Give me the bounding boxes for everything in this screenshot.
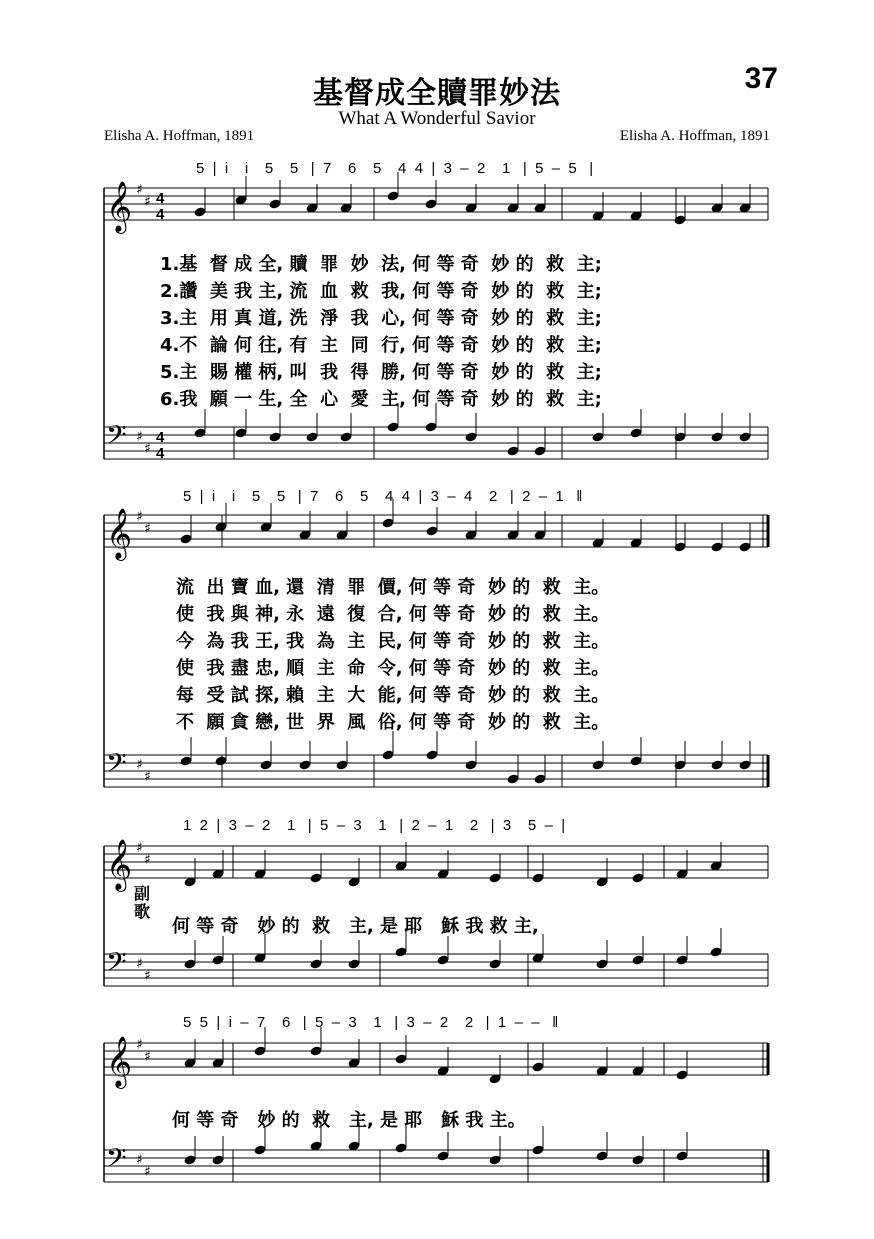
sharp-icon: ♯ bbox=[136, 509, 143, 525]
sharp-icon: ♯ bbox=[136, 757, 143, 773]
sharp-icon: ♯ bbox=[144, 194, 151, 210]
jianpu-line-1: 5 | i i 5 5 | 7 6 5 4 4 | 3 – 2 1 | 5 – 5 | bbox=[196, 160, 594, 177]
sharp-icon: ♯ bbox=[144, 441, 151, 457]
verse-1-line-2: 流 出 寶 血, 還 清 罪 價, 何 等 奇 妙 的 救 主。 bbox=[176, 577, 610, 598]
hymn-number: 37 bbox=[744, 62, 778, 95]
sharp-icon: ♯ bbox=[136, 182, 143, 198]
verse-2-line-1: 2.讚 美 我 主, 流 血 救 我, 何 等 奇 妙 的 救 主; bbox=[160, 281, 602, 302]
sharp-icon: ♯ bbox=[144, 521, 151, 537]
time-signature-icon: 4 bbox=[156, 190, 165, 207]
treble-clef-icon: 𝄞 bbox=[106, 1036, 133, 1087]
verse-5-line-1: 5.主 賜 權 柄, 叫 我 得 勝, 何 等 奇 妙 的 救 主; bbox=[160, 362, 602, 383]
verse-1-line-1: 1.基 督 成 全, 贖 罪 妙 法, 何 等 奇 妙 的 救 主; bbox=[160, 254, 602, 275]
bass-clef-icon: 𝄢 bbox=[106, 747, 127, 785]
treble-clef-icon: 𝄞 bbox=[106, 839, 133, 890]
bass-clef-icon: 𝄢 bbox=[106, 1142, 127, 1180]
bass-clef-icon: 𝄢 bbox=[106, 419, 127, 457]
treble-clef-icon: 𝄞 bbox=[106, 508, 133, 559]
sharp-icon: ♯ bbox=[144, 968, 151, 984]
refrain-lyric-line-2: 何 等 奇 妙 的 救 主, 是 耶 穌 我 主。 bbox=[172, 1110, 526, 1131]
verse-4-line-1: 4.不 論 何 往, 有 主 同 行, 何 等 奇 妙 的 救 主; bbox=[160, 335, 602, 356]
refrain-label: 副歌 bbox=[134, 884, 151, 921]
treble-clef-icon: 𝄞 bbox=[106, 181, 133, 232]
verse-4-line-2: 使 我 盡 忠, 順 主 命 令, 何 等 奇 妙 的 救 主。 bbox=[176, 658, 610, 679]
sharp-icon: ♯ bbox=[136, 1037, 143, 1053]
jianpu-line-2: 5 | i i 5 5 | 7 6 5 4 4 | 3 – 4 2 | 2 – 1 ‖ bbox=[183, 488, 583, 505]
verse-3-line-2: 今 為 我 王, 我 為 主 民, 何 等 奇 妙 的 救 主。 bbox=[176, 631, 610, 652]
music-credit: Elisha A. Hoffman, 1891 bbox=[619, 128, 770, 144]
words-credit: Elisha A. Hoffman, 1891 bbox=[104, 128, 255, 144]
sharp-icon: ♯ bbox=[136, 840, 143, 856]
verse-5-line-2: 每 受 試 探, 賴 主 大 能, 何 等 奇 妙 的 救 主。 bbox=[176, 685, 610, 706]
sharp-icon: ♯ bbox=[136, 956, 143, 972]
hymn-title-chinese: 基督成全贖罪妙法 bbox=[313, 76, 561, 111]
verse-3-line-1: 3.主 用 真 道, 洗 淨 我 心, 何 等 奇 妙 的 救 主; bbox=[160, 308, 602, 329]
sharp-icon: ♯ bbox=[144, 1049, 151, 1065]
refrain-lyric-line-1: 何 等 奇 妙 的 救 主, 是 耶 穌 我 救 主, bbox=[172, 916, 539, 937]
sharp-icon: ♯ bbox=[136, 1152, 143, 1168]
verse-2-line-2: 使 我 與 神, 永 遠 復 合, 何 等 奇 妙 的 救 主。 bbox=[176, 604, 610, 625]
time-signature-icon: 4 bbox=[156, 206, 165, 223]
sharp-icon: ♯ bbox=[144, 1164, 151, 1180]
jianpu-line-4: 5 5 | i – 7 6 | 5 – 3 1 | 3 – 2 2 | 1 – – ‖ bbox=[183, 1014, 559, 1031]
time-signature-icon: 4 bbox=[156, 445, 165, 462]
sharp-icon: ♯ bbox=[144, 852, 151, 868]
verse-6-line-2: 不 願 貪 戀, 世 界 風 俗, 何 等 奇 妙 的 救 主。 bbox=[176, 712, 610, 733]
jianpu-line-3: 1 2 | 3 – 2 1 | 5 – 3 1 | 2 – 1 2 | 3 5 – | bbox=[183, 817, 566, 834]
sharp-icon: ♯ bbox=[144, 769, 151, 785]
verse-6-line-1: 6.我 願 一 生, 全 心 愛 主, 何 等 奇 妙 的 救 主; bbox=[160, 389, 602, 410]
time-signature-icon: 4 bbox=[156, 429, 165, 446]
bass-clef-icon: 𝄢 bbox=[106, 946, 127, 984]
hymn-title-english: What A Wonderful Savior bbox=[338, 108, 536, 129]
sharp-icon: ♯ bbox=[136, 429, 143, 445]
